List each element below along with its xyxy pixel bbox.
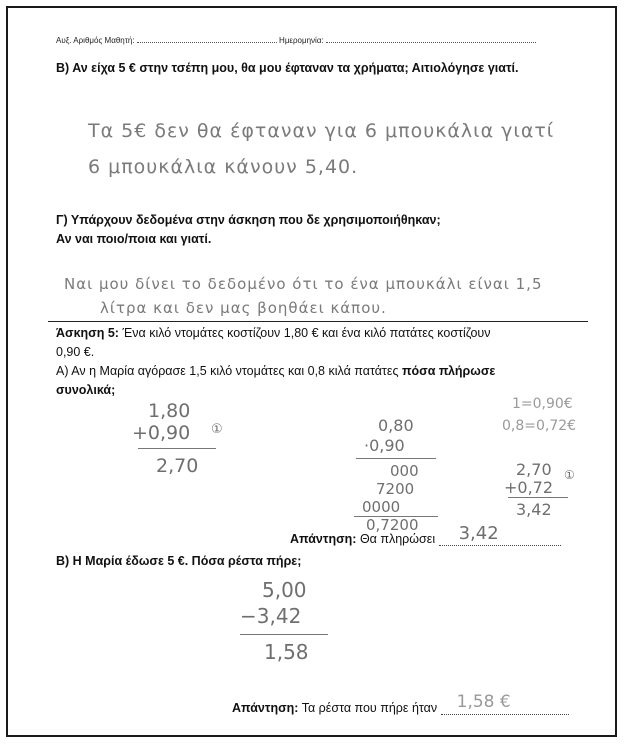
multiplication-result: 0,7200 — [366, 516, 419, 534]
sum-result: 3,42 — [516, 500, 552, 519]
multiplication-row2: 7200 — [376, 480, 415, 498]
answer-a-value: 3,42 — [458, 523, 499, 544]
answer-b-value: 1,58 € — [456, 692, 511, 712]
part-b-question: Β) Η Μαρία έδωσε 5 €. Πόσα ρέστα πήρε; — [56, 554, 302, 568]
answer-b-label: Απάντηση: — [232, 701, 299, 715]
part-a-bold: πόσα πλήρωσε — [401, 364, 496, 378]
exercise5-statement-line2: 0,90 €. — [56, 345, 95, 359]
multiplication-row3: 0000 — [362, 498, 401, 516]
handwritten-answer-b-line1: Τα 5€ δεν θα έφταναν για 6 μπουκάλια γιατί — [88, 120, 555, 142]
worksheet-page — [6, 6, 617, 737]
sum-carry: ① — [564, 468, 575, 482]
part-a-question-line2: συνολικά; — [56, 383, 116, 397]
date-label: Ημερομηνία: — [279, 36, 324, 45]
question-b: Β) Αν είχα 5 € στην τσέπη μου, θα μου έφταναν τα χρήματα; Αιτιολόγησε γιατί. — [56, 61, 519, 75]
answer-b-row — [232, 692, 569, 715]
answer-b-line — [441, 692, 569, 715]
multiplication-top: 0,80 — [378, 416, 414, 435]
sum-top: 2,70 — [516, 460, 552, 479]
handwritten-answer-g-line2: λίτρα και δεν μας βοηθάει κάπου. — [100, 299, 387, 317]
part-a-prefix: Α) Αν η Μαρία αγόρασε 1,5 κιλό ντομάτες και 0,8 κιλά πατάτες — [56, 364, 399, 378]
student-id-field — [56, 36, 536, 45]
student-id-dots — [137, 42, 277, 43]
subtraction-result: 1,58 — [264, 640, 309, 664]
addition-middle: +0,90 — [132, 422, 191, 444]
addition-rule — [138, 448, 216, 449]
answer-a-label: Απάντηση: — [290, 532, 357, 546]
date-dots — [326, 42, 536, 43]
answer-a-line — [439, 523, 561, 546]
question-g-line1: Γ) Υπάρχουν δεδομένα στην άσκηση που δε χρησιμοποιήθηκαν; — [56, 213, 441, 227]
exercise5-label: Άσκηση 5: — [56, 326, 119, 340]
subtraction-middle: −3,42 — [240, 604, 302, 628]
exercise5-text1: Ένα κιλό ντομάτες κοστίζουν 1,80 € και ένα κιλό πατάτες κοστίζουν — [122, 326, 491, 340]
question-g-line2: Αν ναι ποιο/ποια και γιατί. — [56, 232, 212, 246]
addition-top: 1,80 — [148, 400, 191, 422]
answer-a-text: Θα πληρώσει — [359, 532, 436, 546]
addition-carry: ① — [211, 422, 223, 437]
multiplication-row1: 000 — [390, 462, 419, 480]
subtraction-rule — [240, 634, 328, 635]
addition-result: 2,70 — [156, 455, 199, 477]
sum-middle: +0,72 — [504, 478, 554, 497]
sum-rule — [508, 497, 568, 498]
part-a-question-line1 — [56, 364, 495, 378]
side-note-1: 1=0,90€ — [512, 396, 573, 412]
student-id-label: Αυξ. Αριθμός Μαθητή: — [56, 36, 135, 45]
exercise5-statement-line1 — [56, 326, 490, 340]
answer-b-text: Τα ρέστα που πήρε ήταν — [301, 701, 438, 715]
handwritten-answer-g-line1: Ναι μου δίνει το δεδομένο ότι το ένα μπουκάλι είναι 1,5 — [64, 275, 543, 293]
handwritten-answer-b-line2: 6 μπουκάλια κάνουν 5,40. — [88, 156, 359, 178]
section-divider — [48, 321, 588, 322]
side-note-2: 0,8=0,72€ — [502, 418, 577, 434]
multiplication-middle: ·0,90 — [364, 436, 405, 455]
subtraction-top: 5,00 — [262, 578, 307, 602]
multiplication-rule1 — [356, 458, 436, 459]
